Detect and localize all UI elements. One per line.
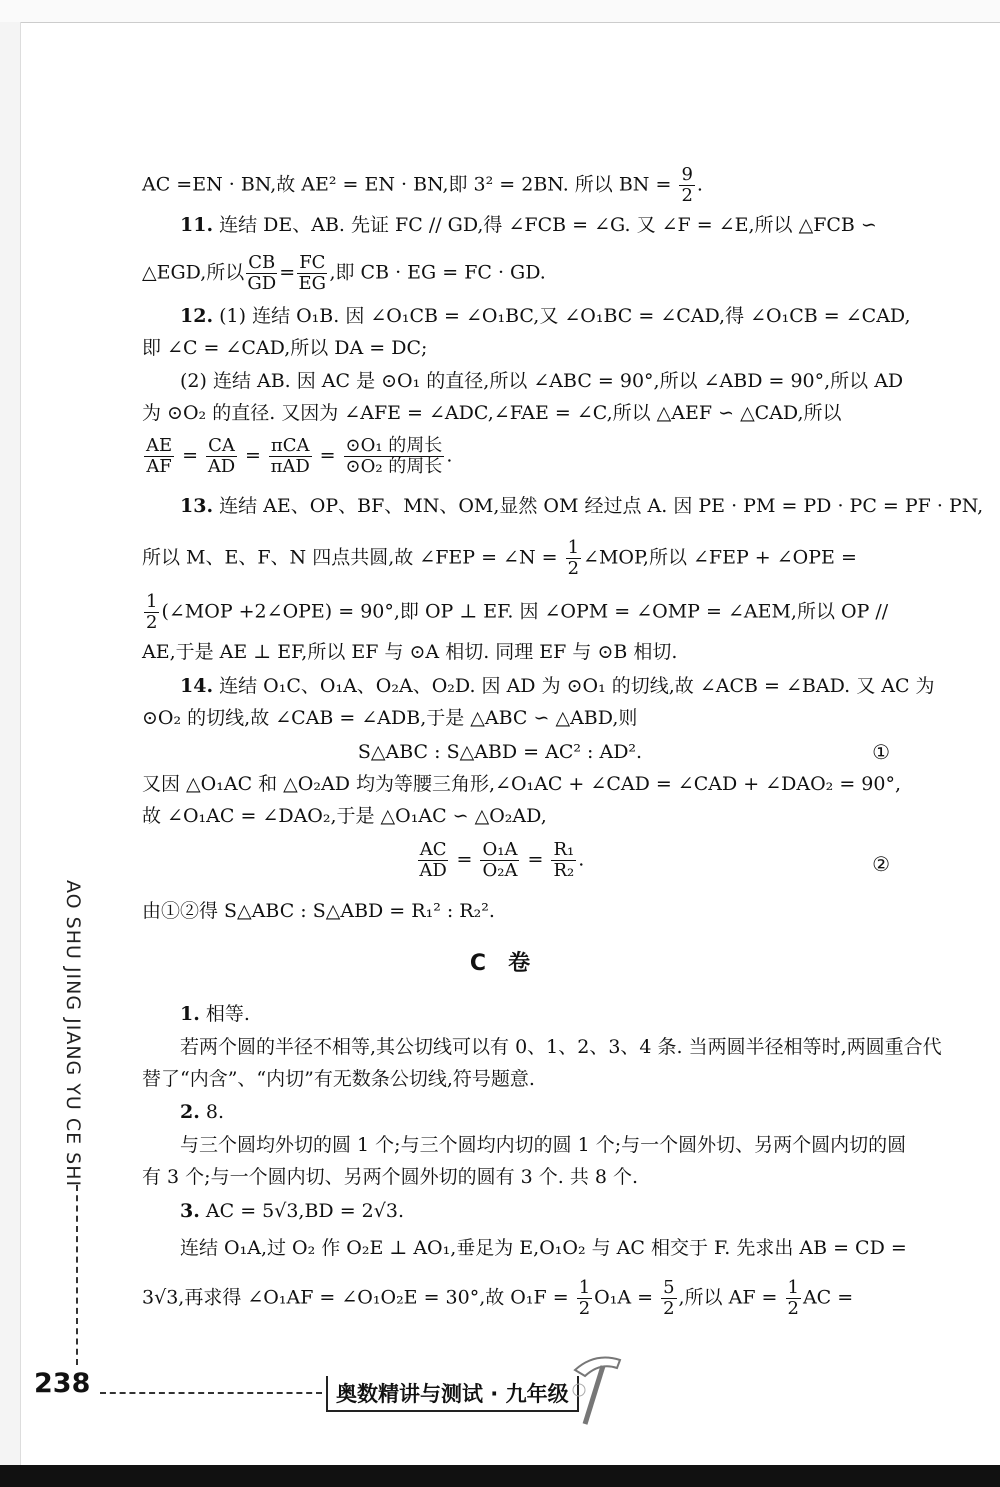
problem-number: 13.: [180, 495, 214, 517]
text-line: [142, 538, 890, 579]
numerator: ⊙O₁ 的周长: [345, 435, 443, 456]
denominator: 2: [578, 1298, 591, 1319]
numerator: 1: [567, 537, 580, 558]
numerator: R₁: [553, 839, 575, 860]
fraction: [551, 840, 576, 881]
denominator: 2: [567, 558, 580, 579]
numerator: 1: [578, 1277, 591, 1298]
scan-bottom-edge: [0, 1465, 1000, 1487]
equation-line: $\frac{AE}{AF}$ = $\frac{CA}{AD}$ = $\frac{\text{πCA}}{\text{πAD}}$ = $\frac{\text{⊙O₁ 的周长}}{\text{⊙O₂ 的周长}}$ .: [146, 435, 453, 477]
text-line: [142, 1278, 890, 1319]
line-text: 连结 O₁A,过 O₂ 作 O₂E ⊥ AO₁,垂足为 E,O₁O₂ 与 AC 相交于 F. 先求出 AB = CD =: [180, 1237, 907, 1259]
line-text: 替了“内含”、“内切”有无数条公切线,符号题意.: [142, 1068, 535, 1090]
denominator: 2: [681, 185, 693, 206]
text-line: [180, 369, 904, 393]
text-line: [142, 253, 890, 294]
side-running-title: AO SHU JING JIANG YU CE SHI: [62, 880, 84, 1188]
numerator: CB: [248, 252, 276, 273]
answer-text: 8.: [205, 1101, 225, 1123]
text-line: [142, 401, 890, 425]
line-text: 连结 AE、OP、BF、MN、OM,显然 OM 经过点 A. 因 PE · PM = PD · PC = PF · PN,: [219, 495, 984, 517]
numerator: O₁A: [482, 839, 518, 860]
denominator: AD: [207, 456, 236, 477]
text-line: [142, 1067, 890, 1091]
line-text: O₁A =: [594, 1286, 660, 1309]
line-text: .: [696, 173, 703, 196]
line-text: 3√3,再求得 ∠O₁AF = ∠O₁O₂E = 30°,故 O₁F =: [142, 1286, 575, 1309]
line-text: 即 ∠C = ∠CAD,所以 DA = DC;: [142, 337, 428, 359]
text-line: [142, 640, 890, 664]
line-text: 有 3 个;与一个圆内切、另两个圆外切的圆有 3 个. 共 8 个.: [142, 1166, 639, 1188]
line-text: ,即 CB · EG = FC · GD.: [329, 261, 546, 284]
denominator: AD: [419, 860, 447, 881]
fraction: [246, 253, 277, 294]
fraction: [480, 840, 519, 881]
denominator: ⊙O₂ 的周长: [345, 456, 443, 477]
text-line: [142, 772, 901, 796]
footer-book-title: 奥数精讲与测试 · 九年级: [326, 1376, 579, 1412]
line-text: 由①②得 S△ABC : S△ABD = R₁² : R₂².: [142, 900, 495, 922]
denominator: 2: [663, 1298, 675, 1319]
answer-2: [180, 1100, 890, 1124]
problem-number: 3.: [180, 1200, 200, 1222]
equation-2: $\frac{AC}{AD}$ = $\frac{\text{O₁A}}{\text{O₂A}}$ = $\frac{\text{R₁}}{\text{R₂}}$ .: [419, 839, 585, 881]
problem-11: [180, 213, 890, 237]
text-line: [142, 899, 890, 923]
hammer-icon: [565, 1350, 655, 1430]
problem-number: 12.: [180, 305, 214, 327]
text-line: [180, 1133, 907, 1157]
problem-14: [180, 674, 935, 698]
denominator: AF: [146, 456, 172, 477]
fraction: [144, 592, 159, 633]
numerator: 9: [681, 164, 693, 185]
numerator: FC: [299, 252, 326, 273]
side-dashed-rule: [76, 1185, 78, 1365]
section-title: C 卷: [469, 951, 531, 976]
line-text: (∠MOP +2∠OPE) = 90°,即 OP ⊥ EF. 因 ∠OPM = ∠OMP = ∠AEM,所以 OP //: [161, 600, 889, 623]
fraction: [566, 538, 581, 579]
line-text: ⊙O₂ 的切线,故 ∠CAB = ∠ADB,于是 △ABC ∽ △ABD,则: [142, 707, 638, 729]
numerator: 1: [146, 591, 158, 612]
footer-dashed-rule: [100, 1392, 322, 1394]
line-text: 故 ∠O₁AC = ∠DAO₂,于是 △O₁AC ∽ △O₂AD,: [142, 805, 547, 827]
fraction: [661, 1278, 676, 1319]
equation-marker-1: ①: [872, 740, 890, 764]
line-text: (2) 连结 AB. 因 AC 是 ⊙O₁ 的直径,所以 ∠ABC = 90°,所以 ∠ABD = 90°,所以 AD: [180, 370, 904, 392]
fraction: [297, 253, 327, 294]
line-text: 若两个圆的半径不相等,其公切线可以有 0、1、2、3、4 条. 当两圆半径相等时,两圆重合代: [180, 1036, 942, 1058]
denominator: EG: [298, 273, 327, 294]
line-text: 所以 M、E、F、N 四点共圆,故 ∠FEP = ∠N =: [142, 546, 564, 569]
numerator: AC: [419, 839, 447, 860]
text-line: [142, 804, 890, 828]
denominator: 2: [146, 612, 158, 633]
line-text: (1) 连结 O₁B. 因 ∠O₁CB = ∠O₁BC,又 ∠O₁BC = ∠CAD,得 ∠O₁CB = ∠CAD,: [219, 305, 911, 327]
equation-text: S△ABC : S△ABD = AC² : AD².: [357, 741, 643, 763]
text-line: [180, 1035, 942, 1059]
text-line: [142, 592, 890, 633]
fraction: [786, 1278, 801, 1319]
equals-sign: =: [279, 261, 296, 284]
page-number: 238: [34, 1368, 91, 1399]
line-text: ∠MOP,所以 ∠FEP + ∠OPE =: [583, 546, 857, 569]
numerator: AE: [146, 435, 173, 456]
text-line: [142, 336, 890, 360]
line-text: 连结 O₁C、O₁A、O₂A、O₂D. 因 AD 为 ⊙O₁ 的切线,故 ∠ACB = ∠BAD. 又 AC 为: [219, 675, 935, 697]
fraction: [679, 165, 694, 206]
problem-number: 14.: [180, 675, 214, 697]
text-line: [142, 706, 890, 730]
numerator: CA: [208, 435, 235, 456]
line-text: 又因 △O₁AC 和 △O₂AD 均为等腰三角形,∠O₁AC + ∠CAD = ∠CAD + ∠DAO₂ = 90°,: [142, 773, 901, 795]
answer-text: AC = 5√3,BD = 2√3.: [205, 1200, 404, 1222]
denominator: GD: [247, 273, 277, 294]
denominator: 2: [787, 1298, 799, 1319]
text-line: [142, 165, 890, 206]
fraction: [206, 436, 237, 477]
line-text: △EGD,所以: [142, 261, 245, 284]
denominator: πAD: [270, 456, 310, 477]
equation-1: [0, 740, 1000, 764]
fraction: [418, 840, 449, 881]
problem-number: 2.: [180, 1101, 200, 1123]
fraction: [577, 1278, 592, 1319]
fraction: [269, 436, 312, 477]
problem-number: 1.: [180, 1003, 200, 1025]
text-line: [180, 1236, 907, 1260]
line-text: 为 ⊙O₂ 的直径. 又因为 ∠AFE = ∠ADC,∠FAE = ∠C,所以 △AEF ∽ △CAD,所以: [142, 402, 842, 424]
problem-number: 11.: [180, 214, 214, 236]
numerator: πCA: [270, 435, 310, 456]
problem-13: [180, 494, 984, 518]
answer-text: 相等.: [205, 1003, 250, 1025]
line-text: AC =: [802, 1286, 854, 1309]
line-text: AC =EN · BN,故 AE² = EN · BN,即 3² = 2BN. 所以 BN =: [142, 173, 678, 196]
answer-3: [180, 1199, 890, 1223]
line-text: ,所以 AF =: [678, 1286, 784, 1309]
fraction: [144, 436, 174, 477]
numerator: 5: [663, 1277, 675, 1298]
line-text: 与三个圆均外切的圆 1 个;与三个圆均内切的圆 1 个;与一个圆外切、另两个圆内切的圆: [180, 1134, 907, 1156]
line-text: AE,于是 AE ⊥ EF,所以 EF 与 ⊙A 相切. 同理 EF 与 ⊙B 相切.: [142, 641, 678, 663]
denominator: R₂: [553, 860, 575, 881]
line-text: 连结 DE、AB. 先证 FC // GD,得 ∠FCB = ∠G. 又 ∠F = ∠E,所以 △FCB ∽: [219, 214, 877, 236]
problem-12: [180, 304, 911, 328]
fraction: [344, 436, 445, 477]
equation-marker-2: ②: [872, 852, 890, 876]
answer-1: [180, 1002, 890, 1026]
scan-top-edge: [0, 0, 1000, 23]
text-line: [142, 1165, 890, 1189]
denominator: O₂A: [482, 860, 518, 881]
numerator: 1: [787, 1277, 799, 1298]
